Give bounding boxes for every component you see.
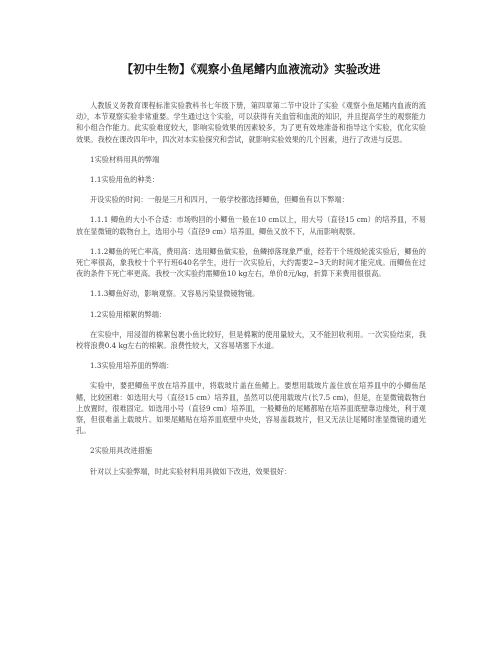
subsection-heading: 1.1实验用鱼的种类： (90, 175, 159, 185)
body-paragraph: 1.1.3鲫鱼好动，影响观察。又容易污染显微镜物镜。 (90, 289, 260, 299)
body-paragraph: 在实验中，用浸湿的棉絮包裹小鱼比较好，但是棉絮的使用量较大，又不能回收利用。一次实验结束，我校将浪费0.4 kg左右的棉絮。浪费性较大，又容易堵塞下水道。 (76, 329, 426, 351)
section-heading: 2实验用具改进措施 (90, 446, 153, 456)
document-body (76, 100, 426, 486)
body-paragraph: 开设实验的时间：一般是三月和四月，一般学校都选择鲫鱼，但鲫鱼有以下弊端： (90, 195, 349, 205)
section-heading: 1实验材料用具的弊端 (90, 154, 160, 164)
subsection-heading: 1.3实验用培养皿的弊端： (90, 361, 174, 371)
body-paragraph: 1.1.1 鲫鱼的大小不合适：市场购回的小鲫鱼一般在10 cm以上，用大号（直径15 cm）的培养皿，不易放在显微镜的载物台上，选用小号（直径9 cm）培养皿，鲫鱼又放不下，从而影响观察。 (76, 215, 426, 236)
subsection-heading: 1.2实验用棉絮的弊端： (90, 309, 167, 319)
document-title: 【初中生物】《观察小鱼尾鳍内血液流动》实验改进 (121, 62, 381, 76)
body-paragraph: 实验中，要把鲫鱼平放在培养皿中，将载玻片盖在鱼鳍上。要想用载玻片盖住放在培养皿中的小鲫鱼尾鳍，比较困难：如选用大号（直径15 cm）培养皿，虽然可以使用载玻片(长7.5 cm)，但是，在显微镜载物台上放置时，很难固定。如选用小号（直径9 cm）培养皿，一般鲫鱼的尾鳍都贴在培养皿底壁靠边缘处，利于观察，但很难盖上载玻片。如果尾鳍贴在培养皿底壁中央处，容易盖载玻片，但又无法让尾鳍时准显微镜的通光孔。 (76, 381, 426, 436)
body-paragraph: 针对以上实验弊端，时此实验材料用具做如下改进，效果很好： (90, 466, 292, 476)
intro-paragraph: 人教版义务教育课程标准实验教科书七年级下册，第四章第二节中设计了实验《观察小鱼尾鳍内血液的流动》，本节观察实验非常重要。学生通过这个实验，可以获得有关血管和血流的知识，并且提高学生的观察能力和小组合作能力。此实验难度较大，影响实验效果的因素较多，为了更有效地准备和指导这个实验，优化实验效果。我校在课改四年中，四次对本实验探究和尝试，就影响实验效果的几个因素，进行了改进与反思。 (76, 101, 426, 144)
body-paragraph: 1.1.2鲫鱼的死亡率高，费用高：选用鲫鱼做实验，鱼鳞掉落现象严重，经若干个班级轮流实验后，鲫鱼的死亡率很高，象我校十个平行班640名学生，进行一次实验后，大约需要2~3天的时间才能完成。而鲫鱼在过夜的条件下死亡率更高。我校一次实验约需鲫鱼10 kg左右，单价8元/kg，折算下来费用很很高。 (76, 246, 426, 279)
